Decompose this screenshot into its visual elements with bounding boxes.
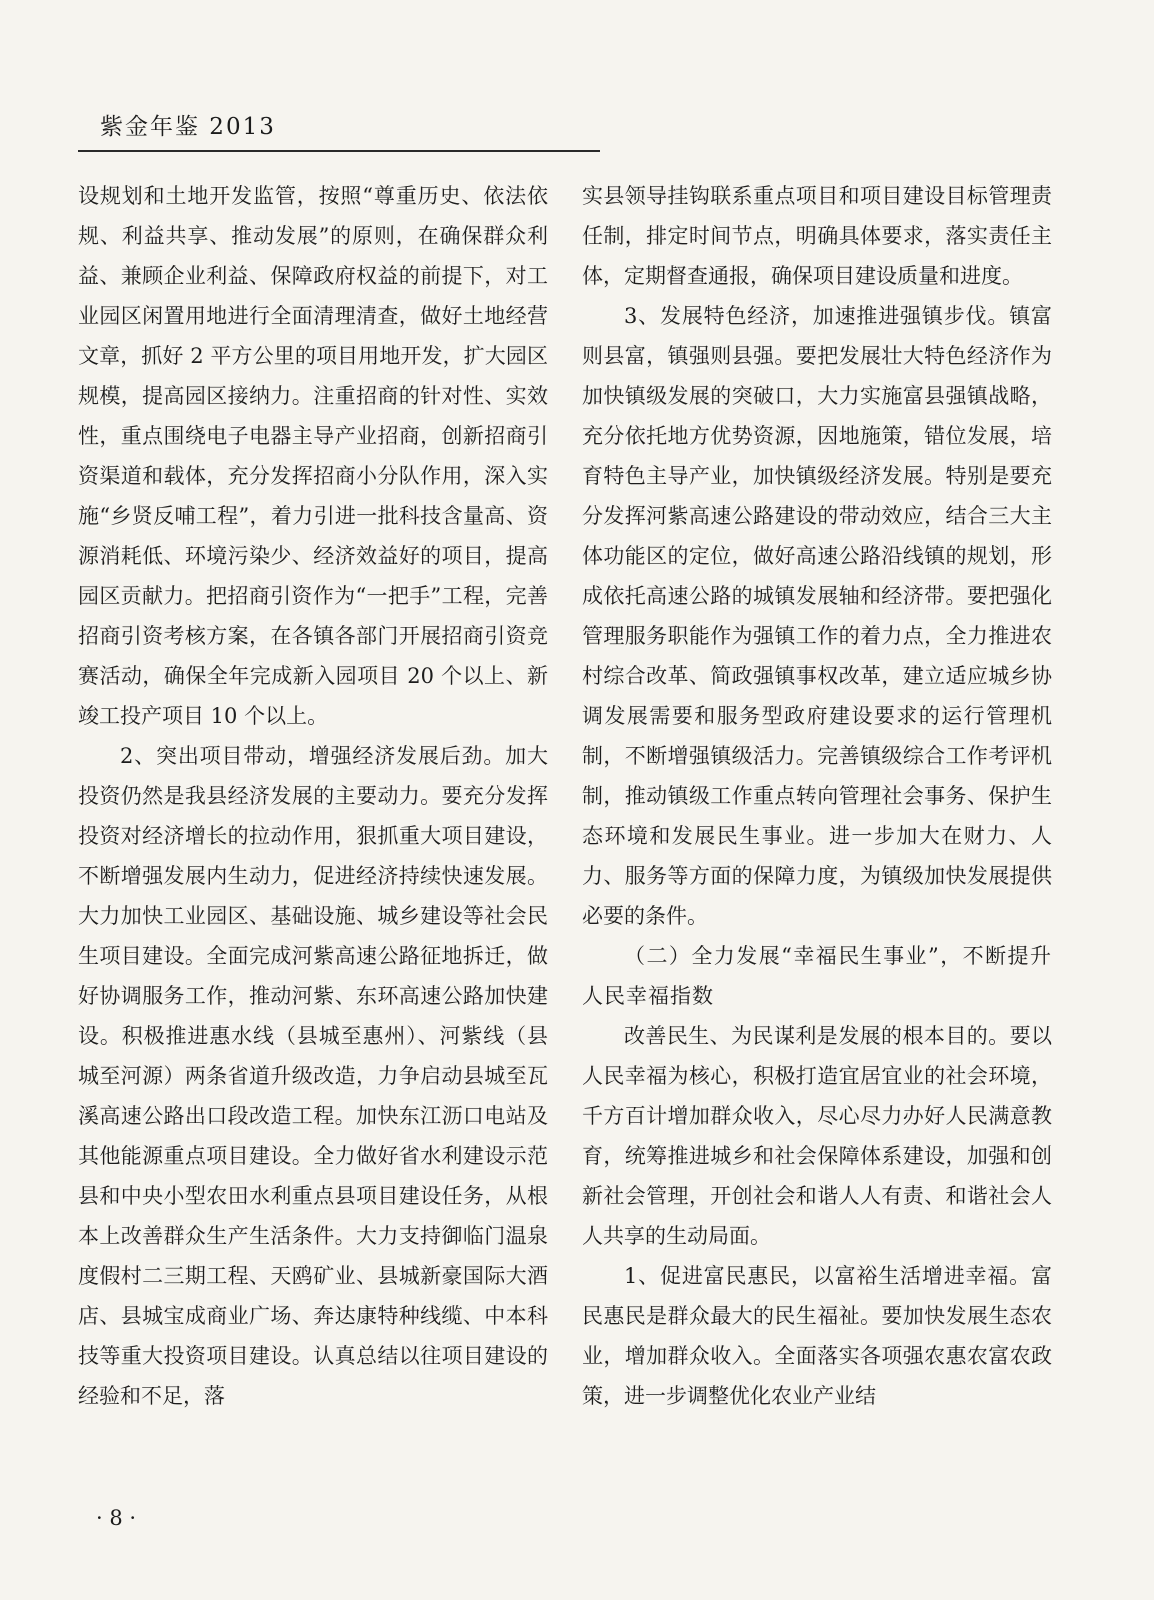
right-column [582,176,1052,1416]
paragraph: 3、发展特色经济，加速推进强镇步伐。镇富则县富，镇强则县强。要把发展壮大特色经济作为加快镇级发展的突破口，大力实施富县强镇战略，充分依托地方优势资源，因地施策，错位发展，培育特色主导产业，加快镇级经济发展。特别是要充分发挥河紫高速公路建设的带动效应，结合三大主体功能区的定位，做好高速公路沿线镇的规划，形成依托高速公路的城镇发展轴和经济带。要把强化管理服务职能作为强镇工作的着力点，全力推进农村综合改革、简政强镇事权改革，建立适应城乡协调发展需要和服务型政府建设要求的运行管理机制，不断增强镇级活力。完善镇级综合工作考评机制，推动镇级工作重点转向管理社会事务、保护生态环境和发展民生事业。进一步加大在财力、人力、服务等方面的保障力度，为镇级加快发展提供必要的条件。 [582,304,1052,928]
paragraph: 设规划和土地开发监管，按照“尊重历史、依法依规、利益共享、推动发展”的原则，在确保群众利益、兼顾企业利益、保障政府权益的前提下，对工业园区闲置用地进行全面清理清查，做好土地经营文章，抓好 2 平方公里的项目用地开发，扩大园区规模，提高园区接纳力。注重招商的针对性、实效性，重点围绕电子电器主导产业招商，创新招商引资渠道和载体，充分发挥招商小分队作用，深入实施“乡贤反哺工程”，着力引进一批科技含量高、资源消耗低、环境污染少、经济效益好的项目，提高园区贡献力。把招商引资作为“一把手”工程，完善招商引资考核方案，在各镇各部门开展招商引资竞赛活动，确保全年完成新入园项目 20 个以上、新竣工投产项目 10 个以上。 [78,184,548,728]
running-header: 紫金年鉴 2013 [100,114,276,140]
paragraph: 2、突出项目带动，增强经济发展后劲。加大投资仍然是我县经济发展的主要动力。要充分发挥投资对经济增长的拉动作用，狠抓重大项目建设，不断增强发展内生动力，促进经济持续快速发展。大力加快工业园区、基础设施、城乡建设等社会民生项目建设。全面完成河紫高速公路征地拆迁，做好协调服务工作，推动河紫、东环高速公路加快建设。积极推进惠水线（县城至惠州）、河紫线（县城至河源）两条省道升级改造，力争启动县城至瓦溪高速公路出口段改造工程。加快东江沥口电站及其他能源重点项目建设。全力做好省水利建设示范县和中央小型农田水利重点县项目建设任务，从根本上改善群众生产生活条件。大力支持御临门温泉度假村二三期工程、天鸥矿业、县城新豪国际大酒店、县城宝成商业广场、奔达康特种线缆、中本科技等重大投资项目建设。认真总结以往项目建设的经验和不足，落 [78,744,548,1408]
left-column [78,176,548,1416]
paragraph: 实县领导挂钩联系重点项目和项目建设目标管理责任制，排定时间节点，明确具体要求，落实责任主体，定期督查通报，确保项目建设质量和进度。 [582,184,1052,288]
header-rule [78,150,600,152]
paragraph: 1、促进富民惠民，以富裕生活增进幸福。富民惠民是群众最大的民生福祉。要加快发展生态农业，增加群众收入。全面落实各项强农惠农富农政策，进一步调整优化农业产业结 [582,1264,1052,1408]
paragraph: 改善民生、为民谋利是发展的根本目的。要以人民幸福为核心，积极打造宜居宜业的社会环境，千方百计增加群众收入，尽心尽力办好人民满意教育，统筹推进城乡和社会保障体系建设，加强和创新社会管理，开创社会和谐人人有责、和谐社会人人共享的生动局面。 [582,1024,1052,1248]
section-heading: （二）全力发展“幸福民生事业”，不断提升人民幸福指数 [582,944,1052,1008]
page-number: · 8 · [96,1506,137,1530]
